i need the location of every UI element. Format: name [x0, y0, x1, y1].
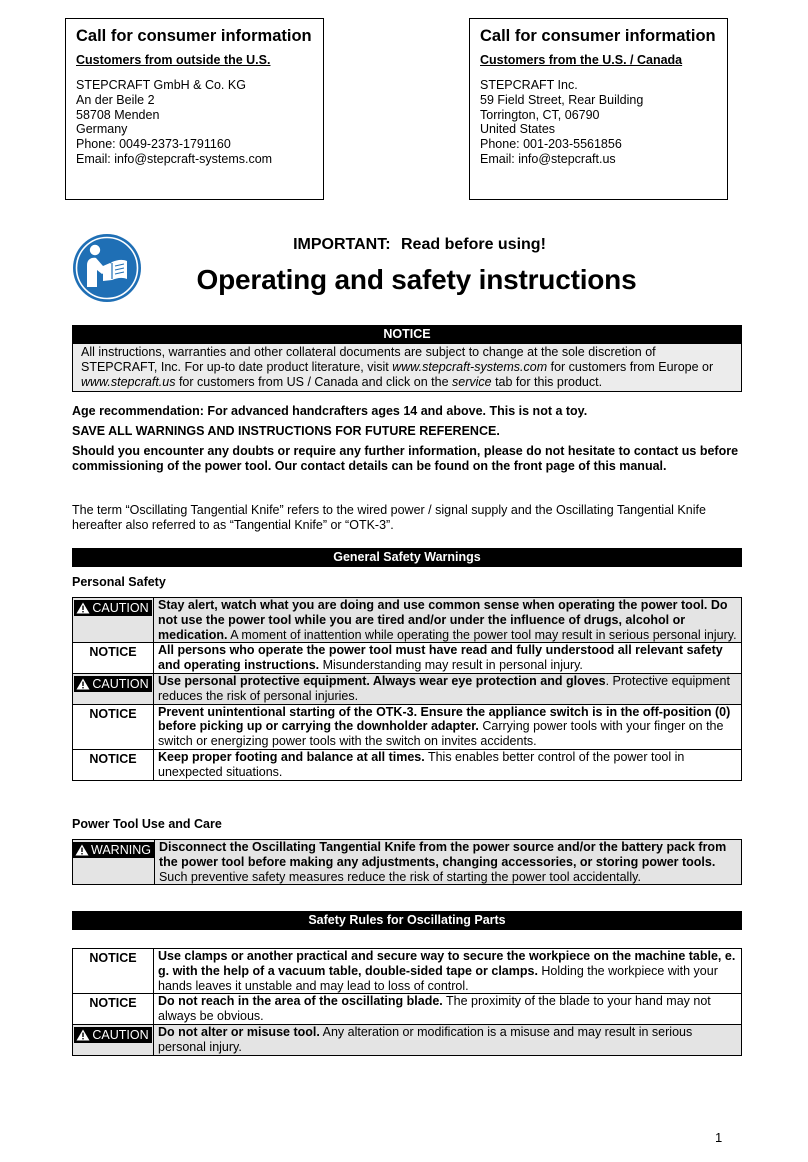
table-row — [73, 749, 742, 780]
table-row — [73, 949, 742, 994]
contact-title: Call for consumer information — [76, 27, 312, 45]
row-text: Keep proper footing and balance at all times. This enables better control of the power tool in unexpected situations. — [154, 749, 742, 780]
contact-country: Germany — [76, 122, 128, 137]
contact-street: An der Beile 2 — [76, 92, 155, 107]
warning-triangle-icon — [76, 602, 90, 614]
notice-heading: NOTICE — [72, 325, 742, 344]
save-instructions: SAVE ALL WARNINGS AND INSTRUCTIONS FOR FUTURE REFERENCE. — [72, 424, 500, 438]
contact-phone: Phone: 001-203-5561856 — [480, 137, 622, 152]
notice-label: NOTICE — [89, 706, 137, 721]
table-row — [73, 704, 742, 749]
notice-label: NOTICE — [89, 951, 137, 965]
age-recommendation: Age recommendation: For advanced handcrafters ages 14 and above. This is not a toy. — [72, 404, 588, 418]
power-tool-heading: Power Tool Use and Care — [72, 817, 222, 831]
important-text: Read before using! — [401, 236, 546, 253]
table-row — [73, 1024, 742, 1055]
caution-badge: CAUTION — [74, 676, 151, 692]
service-tab-word: service — [452, 374, 492, 389]
contact-subtitle: Customers from outside the U.S. — [76, 53, 271, 67]
contact-city: Torrington, CT, 06790 — [480, 107, 600, 122]
row-text: Do not reach in the area of the oscillating blade. The proximity of the blade to your hand may not always be obvious. — [154, 994, 742, 1025]
contact-email: Email: info@stepcraft-systems.com — [76, 151, 273, 166]
oscillating-rules-table — [72, 948, 742, 1056]
table-row — [73, 598, 742, 643]
table-row — [73, 643, 742, 674]
row-text: Do not alter or misuse tool. Any alteration or modification is a misuse and may result in serious personal injury. — [154, 1024, 742, 1055]
personal-safety-table — [72, 597, 742, 781]
caution-badge: CAUTION — [74, 600, 151, 616]
important-label: IMPORTANT: — [293, 236, 391, 253]
table-row — [73, 673, 742, 704]
notice-label: NOTICE — [89, 751, 137, 766]
contact-street: 59 Field Street, Rear Building — [480, 92, 644, 107]
row-text: Use clamps or another practical and secure way to secure the workpiece on the machine table, e. g. with the help of a vacuum table, double-sided tape or clamps. Holding the workpiece with your hands leaves it unstable and may lead to loss of control. — [154, 949, 742, 994]
contact-box-outside-us — [65, 18, 324, 200]
personal-safety-heading: Personal Safety — [72, 575, 166, 589]
doubts-paragraph: Should you encounter any doubts or require any further information, please do not hesitate to contact us before commissioning of the power tool. Our contact details can be found on the front page of this manual. — [72, 444, 739, 473]
page-title: Operating and safety instructions — [196, 264, 637, 295]
row-text: Prevent unintentional starting of the OTK-3. Ensure the appliance switch is in the off-position (0) before picking up or carrying the downholder adapter. Carrying power tools with your finger on the switch or energizing power tools with the switch on invites accidents. — [154, 704, 742, 749]
contact-email: Email: info@stepcraft.us — [480, 151, 616, 166]
contact-country: United States — [480, 122, 556, 137]
warning-triangle-icon — [76, 1029, 90, 1041]
contact-city: 58708 Menden — [76, 107, 160, 122]
term-paragraph: The term “Oscillating Tangential Knife” refers to the wired power / signal supply and the Oscillating Tangential Knife hereafter also referred to as “Tangential Knife” or “OTK-3”. — [72, 503, 706, 532]
warning-badge: WARNING — [73, 842, 154, 858]
table-row — [73, 994, 742, 1025]
notice-text: All instructions, warranties and other collateral documents are subject to change at the sole discretion of STEPCRAFT, Inc. For up-to date product literature, visit www.stepcraft-systems.com for customers from Europe or www.stepcraft.us for customers from US / Canada and click on the service tab for this product. — [72, 344, 742, 392]
table-row — [73, 840, 742, 885]
row-text: All persons who operate the power tool must have read and fully understood all relevant safety and operating instructions. Misunderstanding may result in personal injury. — [154, 643, 742, 674]
europe-link[interactable]: www.stepcraft-systems.com — [392, 359, 548, 374]
page-number: 1 — [715, 1130, 723, 1145]
contact-title: Call for consumer information — [480, 27, 716, 45]
contact-company: STEPCRAFT GmbH & Co. KG — [76, 78, 246, 92]
general-safety-heading: General Safety Warnings — [72, 548, 742, 567]
contact-subtitle: Customers from the U.S. / Canada — [480, 53, 683, 67]
row-text: Disconnect the Oscillating Tangential Knife from the power source and/or the battery pack from the power tool before making any adjustments, changing accessories, or storing power tools. Such preventive safety measures reduce the risk of starting the power tool accidentally. — [154, 840, 741, 885]
caution-badge: CAUTION — [74, 1027, 151, 1043]
warning-triangle-icon — [76, 678, 90, 690]
warning-triangle-icon — [75, 844, 89, 856]
notice-label: NOTICE — [89, 645, 137, 660]
oscillating-rules-heading: Safety Rules for Oscillating Parts — [72, 911, 742, 930]
contact-company: STEPCRAFT Inc. — [480, 78, 578, 92]
row-text: Stay alert, watch what you are doing and use common sense when operating the power tool. Do not use the power tool while you are tired and/or under the influence of drugs, alcohol or medication. A moment of inattention while operating the power tool may result in serious personal injury. — [154, 598, 742, 643]
notice-label: NOTICE — [89, 996, 137, 1011]
us-link[interactable]: www.stepcraft.us — [81, 374, 176, 389]
power-tool-table — [72, 839, 742, 885]
contact-phone: Phone: 0049-2373-1791160 — [76, 137, 231, 152]
important-line — [0, 236, 808, 254]
contact-box-us-canada — [469, 18, 728, 200]
row-text: Use personal protective equipment. Always wear eye protection and gloves. Protective equipment reduces the risk of personal injuries. — [154, 673, 742, 704]
